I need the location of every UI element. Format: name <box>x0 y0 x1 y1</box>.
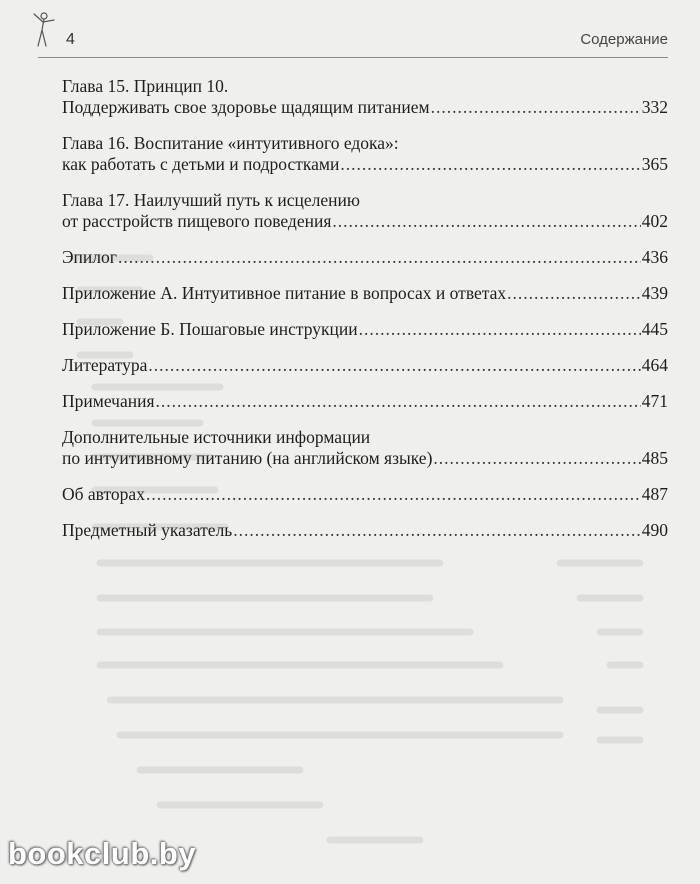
toc-entry-line <box>62 154 668 175</box>
toc-entry-title: Литература <box>62 355 148 375</box>
page-number: 4 <box>66 31 75 48</box>
toc-entry-line <box>62 247 668 268</box>
toc-page-number: 436 <box>641 247 668 267</box>
dot-leader <box>146 484 641 505</box>
dot-leader <box>359 319 641 340</box>
dot-leader <box>118 247 641 268</box>
toc-entry <box>62 484 668 505</box>
dot-leader <box>332 211 640 232</box>
toc-entry-line <box>62 484 668 505</box>
toc-entry-line <box>62 520 668 541</box>
toc-page-number: 332 <box>641 97 668 117</box>
toc-page-number: 365 <box>641 154 668 174</box>
toc-entry <box>62 247 668 268</box>
toc-page-number: 402 <box>641 211 668 231</box>
toc-entry-line <box>62 211 668 232</box>
toc-entry <box>62 427 668 469</box>
toc-entry <box>62 520 668 541</box>
toc-entry-heading <box>62 190 668 211</box>
toc-entry-heading <box>62 76 668 97</box>
toc-entry-text: Дополнительные источники информации <box>62 427 371 447</box>
toc-entry-line <box>62 97 668 118</box>
toc-entry <box>62 391 668 412</box>
toc-entry-title: от расстройств пищевого поведения <box>62 211 332 231</box>
toc-entry-title: по интуитивному питанию (на английском языке) <box>62 448 433 468</box>
toc-page-number: 485 <box>641 448 668 468</box>
toc-entry-text: Глава 17. Наилучший путь к исцелению <box>62 190 360 210</box>
toc-page-number: 487 <box>641 484 668 504</box>
watermark: bookclub.by <box>8 836 197 871</box>
toc-entry <box>62 76 668 118</box>
dot-leader <box>148 355 640 376</box>
toc-entry-title: Предметный указатель <box>62 520 233 540</box>
toc-entry-text: Глава 15. Принцип 10. <box>62 76 229 96</box>
toc-entry-title: Эпилог <box>62 247 117 267</box>
page-header <box>0 0 700 70</box>
toc-entry-title: Приложение А. Интуитивное питание в вопросах и ответах <box>62 283 507 303</box>
table-of-contents <box>62 76 668 556</box>
running-header-title: Содержание <box>580 31 668 48</box>
header-rule <box>38 57 668 58</box>
toc-entry-heading <box>62 133 668 154</box>
dot-leader <box>156 391 641 412</box>
toc-page-number: 439 <box>641 283 668 303</box>
toc-entry <box>62 190 668 232</box>
toc-entry-heading <box>62 427 668 448</box>
toc-page-number: 464 <box>641 355 668 375</box>
dot-leader <box>507 283 641 304</box>
dancer-figure-icon <box>30 10 60 50</box>
toc-entry-title: Поддерживать свое здоровье щадящим питанием <box>62 97 430 117</box>
toc-entry-line <box>62 319 668 340</box>
toc-entry-title: Приложение Б. Пошаговые инструкции <box>62 319 358 339</box>
toc-entry <box>62 133 668 175</box>
toc-entry-title: как работать с детьми и подростками <box>62 154 340 174</box>
toc-entry-title: Об авторах <box>62 484 145 504</box>
toc-page-number: 471 <box>641 391 668 411</box>
toc-entry-title: Примечания <box>62 391 155 411</box>
toc-entry-line <box>62 355 668 376</box>
toc-entry <box>62 355 668 376</box>
dot-leader <box>340 154 640 175</box>
toc-entry <box>62 283 668 304</box>
dot-leader <box>233 520 640 541</box>
toc-page-number: 445 <box>641 319 668 339</box>
toc-entry-line <box>62 448 668 469</box>
toc-entry-line <box>62 391 668 412</box>
toc-entry-text: Глава 16. Воспитание «интуитивного едока»: <box>62 133 399 153</box>
toc-entry <box>62 319 668 340</box>
dot-leader <box>431 97 641 118</box>
dot-leader <box>433 448 640 469</box>
toc-entry-line <box>62 283 668 304</box>
toc-page-number: 490 <box>641 520 668 540</box>
